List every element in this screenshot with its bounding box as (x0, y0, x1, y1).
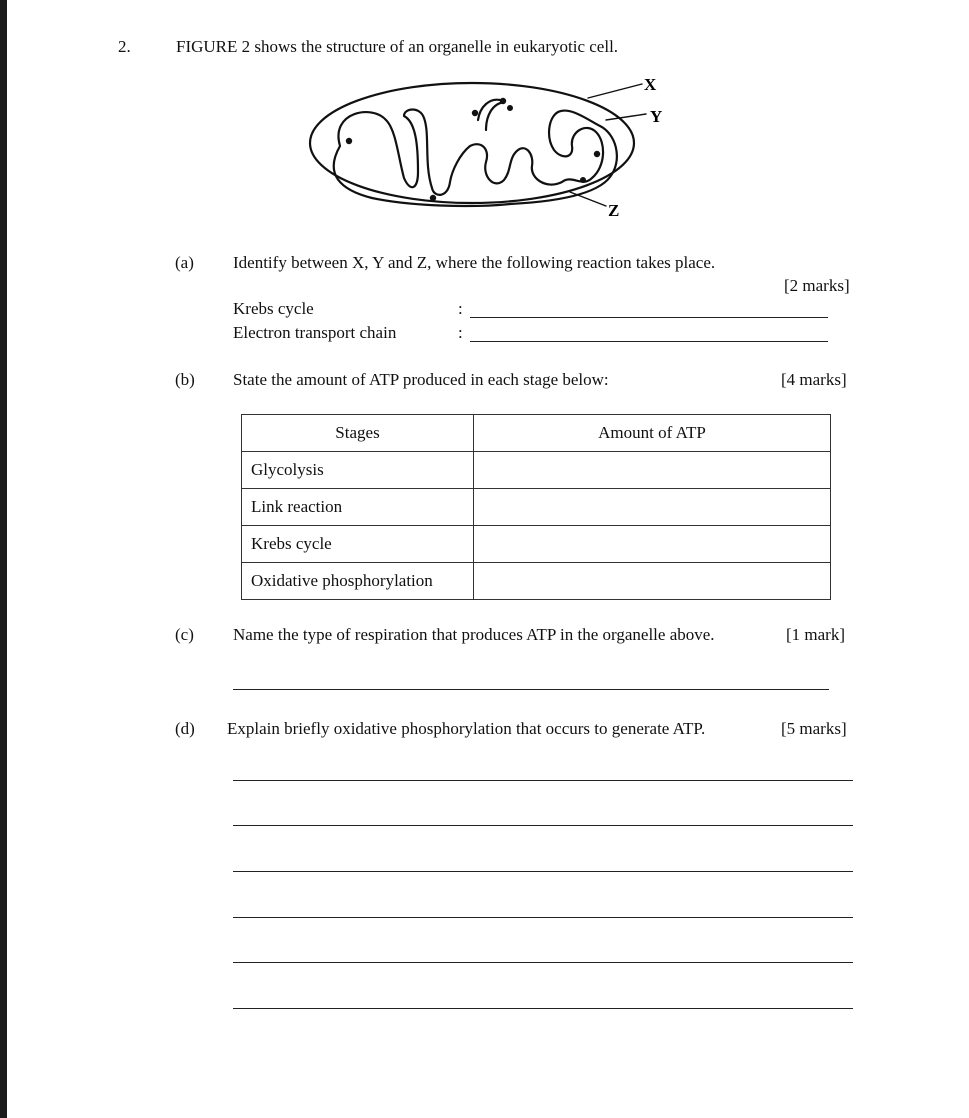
label-line-x (588, 84, 642, 98)
part-a-item-etc-colon: : (458, 323, 463, 342)
part-a-marks: [2 marks] (784, 276, 850, 295)
stage-krebs-cycle: Krebs cycle (242, 526, 474, 563)
answer-line-d-3[interactable] (233, 871, 853, 872)
ribosome-dot (430, 195, 436, 201)
header-amount-atp: Amount of ATP (474, 415, 831, 452)
answer-line-d-5[interactable] (233, 962, 853, 963)
part-b-marks: [4 marks] (781, 370, 847, 389)
table-row (242, 489, 831, 526)
atp-table (241, 414, 831, 600)
part-a-item-krebs-colon: : (458, 299, 463, 318)
table-row (242, 452, 831, 489)
part-a-text: Identify between X, Y and Z, where the following reaction takes place. (233, 253, 716, 272)
amount-cell-oxidative-phosphorylation[interactable] (474, 563, 831, 600)
mitochondrion-figure (300, 70, 670, 230)
crista (486, 102, 504, 130)
part-d-text: Explain briefly oxidative phosphorylation that occurs to generate ATP. (227, 719, 706, 738)
ribosome-dot (507, 105, 513, 111)
amount-cell-link-reaction[interactable] (474, 489, 831, 526)
label-line-z (570, 192, 606, 206)
part-d-label: (d) (175, 719, 195, 738)
question-number: 2. (118, 37, 131, 56)
part-b-text: State the amount of ATP produced in each stage below: (233, 370, 609, 389)
stage-glycolysis: Glycolysis (242, 452, 474, 489)
part-a-label: (a) (175, 253, 194, 272)
figure-label-x: X (644, 75, 657, 94)
table-row (242, 526, 831, 563)
answer-line-krebs[interactable] (470, 317, 828, 318)
part-c-label: (c) (175, 625, 194, 644)
outer-membrane (310, 83, 634, 203)
stage-oxidative-phosphorylation: Oxidative phosphorylation (242, 563, 474, 600)
amount-cell-krebs-cycle[interactable] (474, 526, 831, 563)
ribosome-dot (500, 98, 506, 104)
figure-label-z: Z (608, 201, 620, 220)
ribosome-dot (594, 151, 600, 157)
part-d-marks: [5 marks] (781, 719, 847, 738)
answer-line-etc[interactable] (470, 341, 828, 342)
answer-line-c[interactable] (233, 689, 829, 690)
header-stages: Stages (242, 415, 474, 452)
ribosome-dot (472, 110, 478, 116)
question-stem: FIGURE 2 shows the structure of an organelle in eukaryotic cell. (176, 37, 619, 56)
table-header-row (242, 415, 831, 452)
part-c-marks: [1 mark] (786, 625, 846, 644)
part-b-label: (b) (175, 370, 195, 389)
answer-line-d-4[interactable] (233, 917, 853, 918)
left-page-edge (0, 0, 7, 1118)
figure-label-y: Y (650, 107, 663, 126)
ribosome-dot (580, 177, 586, 183)
part-a-item-etc: Electron transport chain (233, 323, 397, 342)
amount-cell-glycolysis[interactable] (474, 452, 831, 489)
answer-line-d-1[interactable] (233, 780, 853, 781)
stage-link-reaction: Link reaction (242, 489, 474, 526)
part-c-text: Name the type of respiration that produces ATP in the organelle above. (233, 625, 715, 644)
label-line-y (606, 114, 646, 120)
table-row (242, 563, 831, 600)
part-a-item-krebs: Krebs cycle (233, 299, 314, 318)
answer-line-d-2[interactable] (233, 825, 853, 826)
ribosome-dot (346, 138, 352, 144)
answer-line-d-6[interactable] (233, 1008, 853, 1009)
